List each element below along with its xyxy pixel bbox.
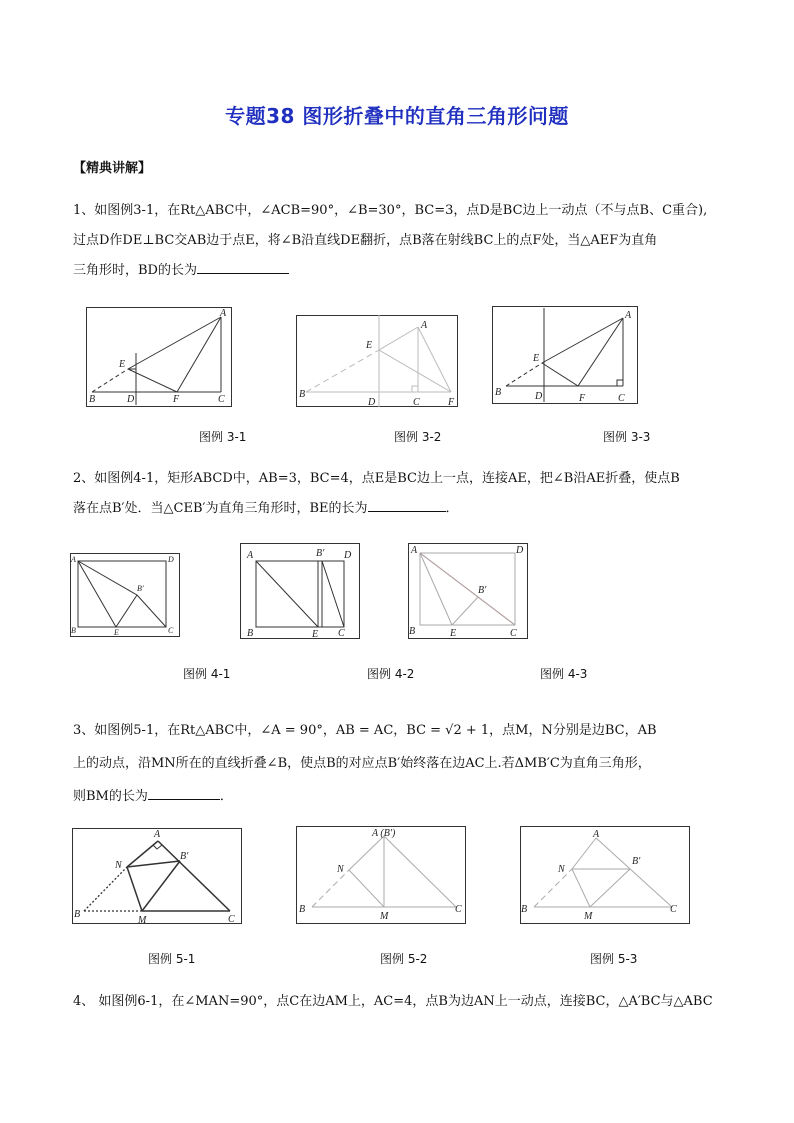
page-title: 专题38 图形折叠中的直角三角形问题: [225, 104, 569, 128]
label-E: E: [533, 353, 540, 364]
caption-3-2: 图例 3-2: [394, 430, 442, 444]
label-E: E: [366, 340, 373, 351]
label-C: C: [618, 393, 625, 404]
figure-3-1: [86, 307, 232, 407]
label-B: B: [89, 394, 96, 405]
label-E: E: [114, 628, 119, 637]
label-C: C: [218, 394, 225, 405]
problem-2: 2、如图例4-1，矩形ABCD中，AB=3，BC=4，点E是BC边上一点，连接AE，把∠B沿AE折叠，使点B 落在点B′处．当△CEB′为直角三角形时，BE的长为 ．: [73, 471, 680, 516]
label-A: A: [220, 308, 227, 319]
label-E: E: [119, 359, 126, 370]
label-M: M: [380, 911, 389, 922]
label-N: N: [337, 864, 344, 875]
label-C: C: [413, 397, 420, 408]
problem-3: 3、如图例5-1，在Rt△ABC中，∠A = 90°，AB = AC，BC = √2 + 1，点M，N分别是边BC，AB 上的动点，沿MN所在的直线折叠∠B，使点B的对应点B′始终落在边AC上.若ΔMB′C为直角三角形， 则BM的长为 ．: [73, 723, 657, 804]
label-B: B: [71, 626, 76, 635]
label-B: B: [299, 904, 306, 915]
label-A: A: [71, 555, 76, 564]
caption-4-2: 图例 4-2: [367, 667, 415, 681]
label-A: A: [411, 545, 418, 556]
problem-4: 4、 如图例6-1，在∠MAN=90°，点C在边AM上，AC=4，点B为边AN上一动点，连接BC，△A′BC与△ABC: [73, 994, 713, 1009]
caption-3-3: 图例 3-3: [603, 430, 651, 444]
label-Bp: B′: [632, 856, 641, 867]
answer-blank-2[interactable]: [368, 497, 446, 512]
label-AB: A (B′): [372, 828, 396, 839]
caption-5-3: 图例 5-3: [590, 952, 638, 966]
label-F: F: [173, 394, 180, 405]
label-E: E: [450, 628, 457, 639]
label-C: C: [338, 628, 345, 639]
problem-1: 1、如图例3-1，在Rt△ABC中，∠ACB=90°，∠B=30°，BC=3，点D是BC边上一动点（不与点B、C重合), 过点D作DE⊥BC交AB边于点E，将∠B沿直线DE翻折，点B落在射线BC上的点F处，当△AEF为直角 三角形时，BD的长为: [73, 203, 708, 278]
label-Bp: B′: [316, 548, 325, 559]
label-B: B: [74, 909, 81, 920]
label-D: D: [368, 397, 376, 408]
label-D: D: [168, 555, 174, 564]
label-Bp: B′: [180, 851, 189, 862]
figure-5-1: [72, 828, 242, 924]
label-C: C: [455, 904, 462, 915]
answer-blank-1[interactable]: [197, 259, 289, 274]
figure-4-2: [240, 543, 360, 639]
label-F: F: [448, 397, 455, 408]
figure-4-3: [408, 543, 528, 639]
figure-5-3: [520, 826, 690, 924]
label-A: A: [154, 829, 161, 840]
label-D: D: [344, 550, 352, 561]
label-N: N: [115, 860, 122, 871]
label-Bp: B′: [478, 585, 487, 596]
label-A: A: [421, 320, 428, 331]
caption-3-1: 图例 3-1: [199, 430, 247, 444]
label-D: D: [535, 391, 543, 402]
label-E: E: [312, 629, 319, 640]
label-C: C: [510, 628, 517, 639]
label-B: B: [247, 628, 254, 639]
label-A: A: [593, 829, 600, 840]
label-N: N: [558, 864, 565, 875]
label-C: C: [670, 904, 677, 915]
caption-5-2: 图例 5-2: [380, 952, 428, 966]
figure-4-1: [70, 553, 180, 637]
label-A: A: [625, 310, 632, 321]
label-B: B: [409, 626, 416, 637]
label-M: M: [138, 915, 147, 926]
label-Bp: B′: [137, 584, 144, 593]
figure-3-3: [492, 306, 638, 404]
caption-4-3: 图例 4-3: [540, 667, 588, 681]
label-B: B: [299, 389, 306, 400]
section-heading: 【精典讲解】: [73, 161, 152, 176]
label-M: M: [584, 911, 593, 922]
caption-5-1: 图例 5-1: [148, 952, 196, 966]
label-D: D: [516, 545, 524, 556]
caption-4-1: 图例 4-1: [183, 667, 231, 681]
figure-5-2: [296, 826, 466, 924]
figure-3-2: [296, 315, 458, 407]
label-C: C: [168, 626, 174, 635]
answer-blank-3[interactable]: [148, 785, 220, 800]
label-D: D: [127, 394, 135, 405]
label-C: C: [228, 914, 235, 925]
label-F: F: [579, 393, 586, 404]
label-A: A: [247, 550, 254, 561]
label-B: B: [521, 904, 528, 915]
label-B: B: [495, 387, 502, 398]
